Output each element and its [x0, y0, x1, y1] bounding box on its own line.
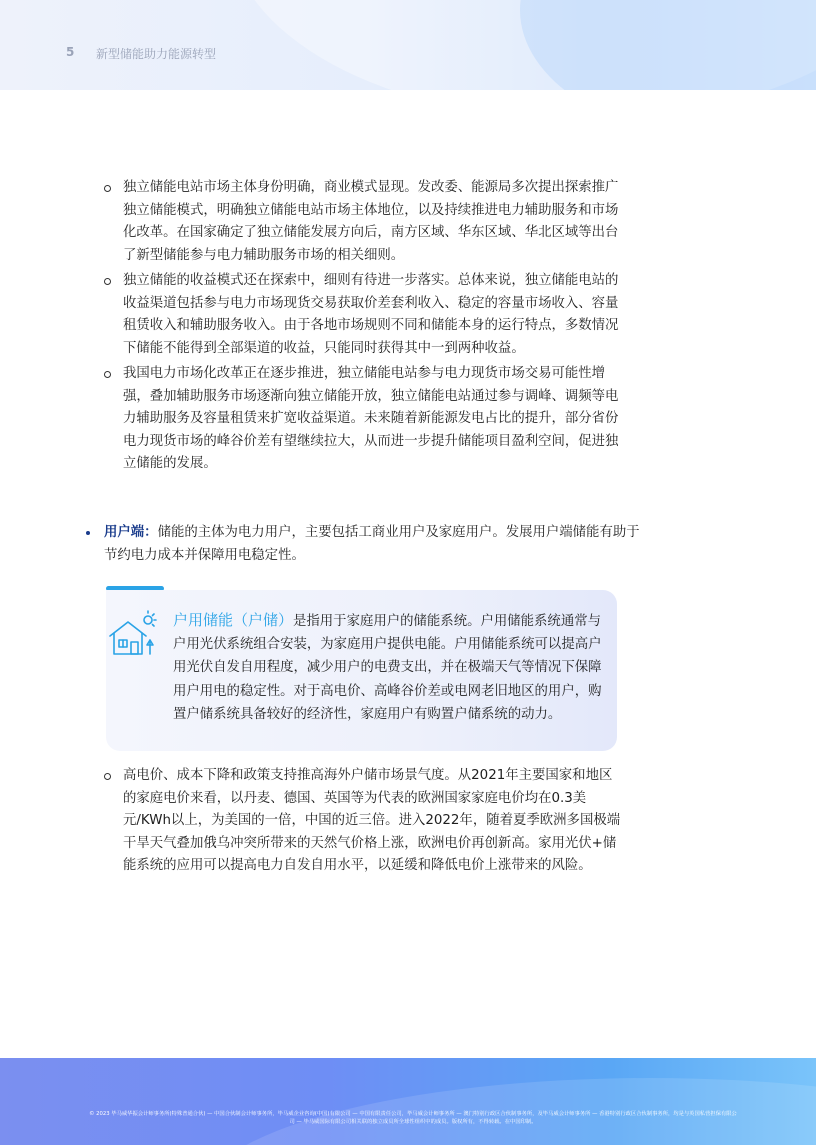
- list-item: [104, 270, 624, 363]
- callout-term: 户用储能（户储）: [173, 611, 294, 629]
- page-footer: [0, 1058, 816, 1145]
- circle-bullet-icon: [104, 371, 111, 378]
- list-item-text: 高电价、成本下降和政策支持推高海外户储市场景气度。从2021年主要国家和地区的家庭电价来看，以丹麦、德国、英国等为代表的欧洲国家家庭电价均在0.3美元/KWh以上，为美国的一倍，中国的近三倍。进入2022年，随着夏季欧洲多国极端干旱天气叠加俄乌冲突所带来的天然气价格上涨，欧洲电价再创新高。家用光伏+储能系统的应用可以提高电力自发自用水平，以延缓和降低电价上涨带来的风险。: [123, 768, 621, 874]
- list-item-text: 我国电力市场化改革正在逐步推进，独立储能电站参与电力现货市场交易可能性增强，叠加辅助服务市场逐渐向独立储能开放，独立储能电站通过参与调峰、调频等电力辅助服务及容量租赁来扩宽收益渠道。未来随着新能源发电占比的提升，部分省份电力现货市场的峰谷价差有望继续拉大，从而进一步提升储能项目盈利空间，促进独立储能的发展。: [123, 366, 619, 472]
- sub-bullet-list: [104, 765, 624, 878]
- user-side-bullet: [86, 522, 644, 567]
- circle-bullet-icon: [104, 185, 111, 192]
- definition-callout: [106, 590, 617, 751]
- circle-bullet-icon: [104, 773, 111, 780]
- running-title: 新型储能助力能源转型: [96, 47, 217, 61]
- solar-house-icon: [106, 610, 160, 660]
- bullet-lead: 用户端：: [104, 525, 158, 540]
- circle-bullet-icon: [104, 278, 111, 285]
- header-decoration: [520, 0, 816, 90]
- copyright-notice: © 2023 毕马威华振会计师事务所(特殊普通合伙) — 中国合伙制会计师事务所，毕马威企业咨询(中国)有限公司 — 中国有限责任公司，毕马威会计师事务所 — 澳门特别行政区合伙制事务所，及毕马威会计师事务所 — 香港特别行政区合伙制事务所，均是与英国私营担保有限公司 — 毕马威国际有限公司相关联的独立成员所全球性组织中的成员。版权所有，不得转载。在中国印制。: [89, 1111, 737, 1125]
- page-header: [0, 0, 816, 90]
- list-item: [104, 177, 624, 270]
- callout-text: [173, 609, 605, 726]
- page-number: 5: [66, 45, 75, 59]
- sub-bullet-list: [104, 177, 624, 476]
- bullet-dot-icon: [86, 531, 90, 535]
- list-item: [104, 363, 624, 476]
- bullet-text: 储能的主体为电力用户，主要包括工商业用户及家庭用户。发展用户端储能有助于节约电力成本并保障用电稳定性。: [104, 525, 640, 563]
- callout-definition: 是指用于家庭用户的储能系统。户用储能系统通常与户用光伏系统组合安装，为家庭用户提供电能。户用储能系统可以提高户用光伏自发自用程度，减少用户的电费支出，并在极端天气等情况下保障用户用电的稳定性。对于高电价、高峰谷价差或电网老旧地区的用户，购置户储系统具备较好的经济性，家庭用户有购置户储系统的动力。: [173, 614, 602, 722]
- list-item-text: 独立储能的收益模式还在探索中，细则有待进一步落实。总体来说，独立储能电站的收益渠道包括参与电力市场现货交易获取价差套利收入、稳定的容量市场收入、容量租赁收入和辅助服务收入。由于各地市场规则不同和储能本身的运行特点，多数情况下储能不能得到全部渠道的收益，只能同时获得其中一到两种收益。: [123, 273, 619, 356]
- list-item: [104, 765, 624, 878]
- list-item-text: 独立储能电站市场主体身份明确，商业模式显现。发改委、能源局多次提出探索推广独立储能模式，明确独立储能电站市场主体地位，以及持续推进电力辅助服务和市场化改革。在国家确定了独立储能发展方向后，南方区域、华东区域、华北区域等出台了新型储能参与电力辅助服务市场的相关细则。: [123, 180, 619, 263]
